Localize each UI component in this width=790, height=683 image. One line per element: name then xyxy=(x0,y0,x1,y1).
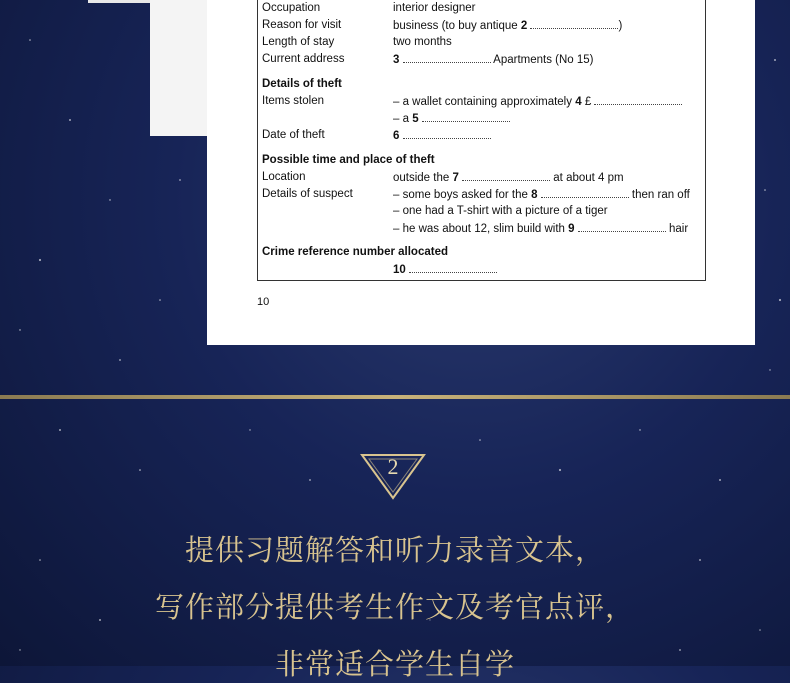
reference-value: 10 xyxy=(393,262,497,277)
page-number: 10 xyxy=(257,296,270,308)
stay-label: Length of stay xyxy=(262,36,335,48)
theft-heading: Details of theft xyxy=(262,78,342,90)
item-wallet: – a wallet containing approximately 4 £ xyxy=(393,94,682,109)
address-value: 3 Apartments (No 15) xyxy=(393,54,594,66)
document-page xyxy=(207,0,755,345)
stay-value: two months xyxy=(393,36,452,48)
answer-blank-3[interactable] xyxy=(403,52,491,63)
date-value: 6 xyxy=(393,128,491,143)
chinese-line-3: 非常适合学生自学 xyxy=(274,647,515,681)
item-second: – a 5 xyxy=(393,111,510,126)
answer-blank-8[interactable] xyxy=(541,187,629,198)
reason-value: business (to buy antique 2 ) xyxy=(393,20,623,32)
occupation-value: interior designer xyxy=(393,2,476,14)
reason-label: Reason for visit xyxy=(262,19,342,31)
suspect-label: Details of suspect xyxy=(262,188,353,200)
background-page-strip xyxy=(88,0,158,3)
answer-blank-7[interactable] xyxy=(462,170,550,181)
suspect-line-2: – one had a T-shirt with a picture of a tiger xyxy=(393,205,608,217)
chinese-line-1: 提供习题解答和听力录音文本， xyxy=(184,533,605,567)
answer-blank-9[interactable] xyxy=(578,221,666,232)
answer-blank-5[interactable] xyxy=(422,111,510,122)
items-label: Items stolen xyxy=(262,95,324,107)
occupation-label: Occupation xyxy=(262,2,321,14)
date-label: Date of theft xyxy=(262,129,325,141)
section-badge xyxy=(360,452,426,502)
background-page xyxy=(150,0,210,136)
answer-blank-2[interactable] xyxy=(530,18,618,29)
theft-report-form xyxy=(257,0,706,281)
reference-heading: Crime reference number allocated xyxy=(262,246,448,258)
suspect-line-1: – some boys asked for the 8 then ran off xyxy=(393,189,690,201)
chinese-line-2: 写作部分提供考生作文及考官点评， xyxy=(154,590,635,624)
answer-blank-10[interactable] xyxy=(409,262,497,273)
answer-blank-6[interactable] xyxy=(403,128,491,139)
suspect-line-3: – he was about 12, slim build with 9 hair xyxy=(393,223,689,235)
address-label: Current address xyxy=(262,53,345,65)
gold-divider xyxy=(0,395,790,399)
section-number: 2 xyxy=(387,454,399,479)
answer-blank-4[interactable] xyxy=(594,94,682,105)
location-label: Location xyxy=(262,171,306,183)
place-heading: Possible time and place of theft xyxy=(262,154,435,166)
location-value: outside the 7 at about 4 pm xyxy=(393,172,624,184)
